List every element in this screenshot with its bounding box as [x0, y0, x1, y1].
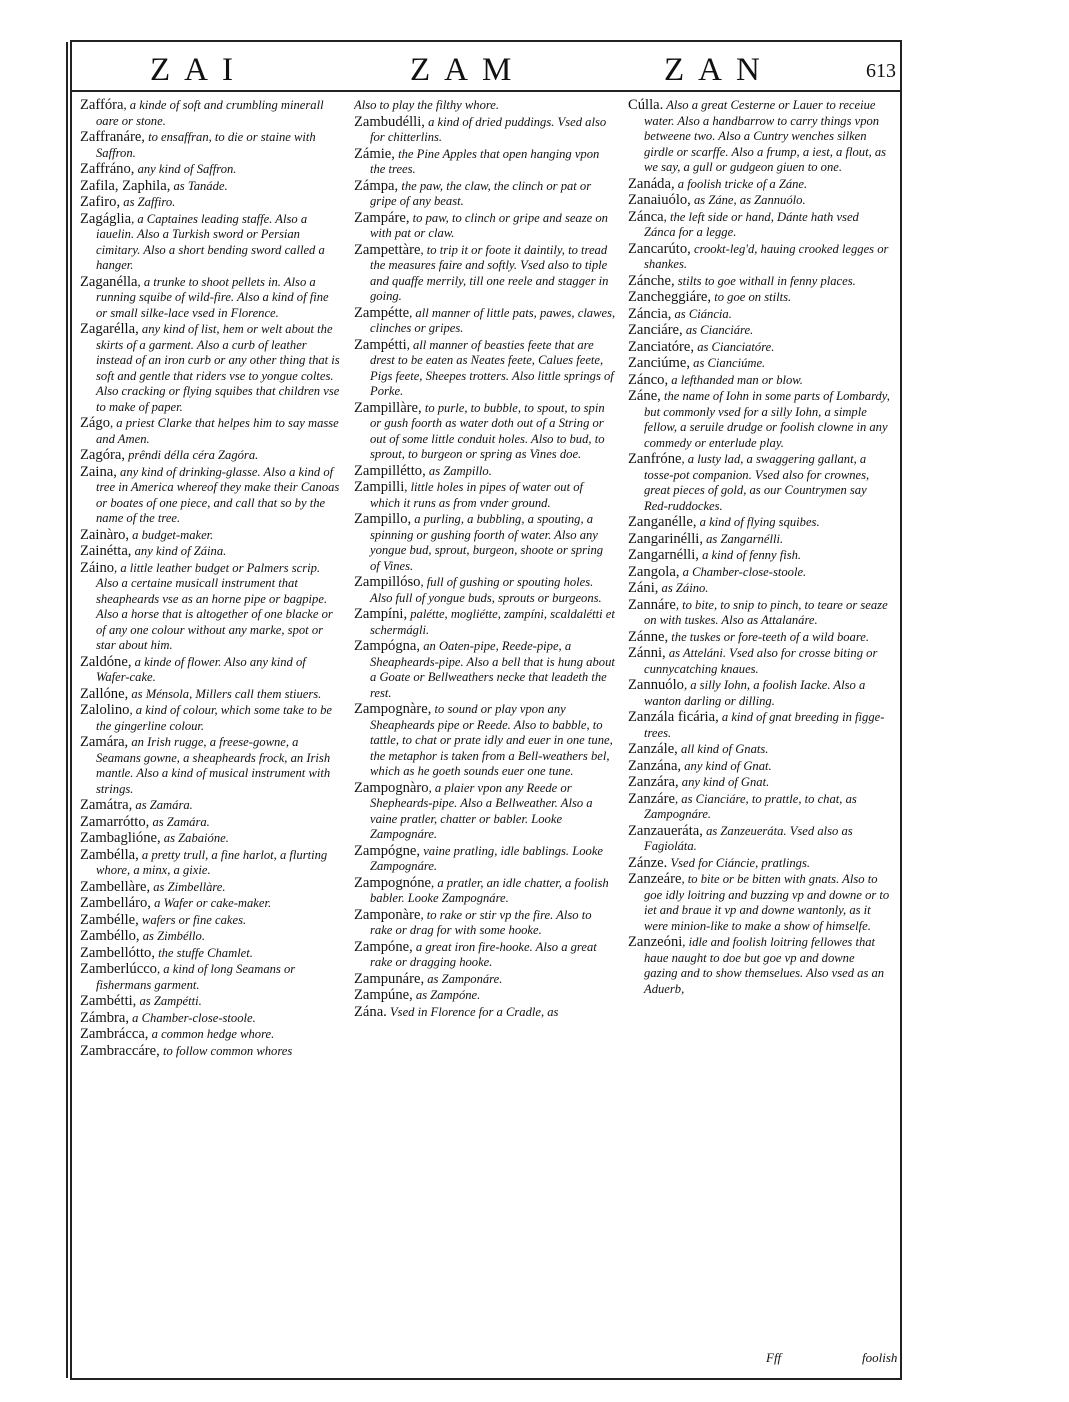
entry-gloss: as Atteláni. Vsed also for crosse biting or cunnycatching knaues. — [644, 646, 878, 676]
entry-gloss: a kind of fenny fish. — [698, 548, 802, 562]
entry-gloss: as Záne, as Zannuólo. — [690, 193, 806, 207]
entry-headword: Zanzála ficária, — [628, 709, 719, 725]
entry-headword: Zambellàre, — [80, 878, 151, 895]
entry-gloss: all kind of Gnats. — [677, 742, 769, 756]
entry-gloss: a budget-maker. — [129, 527, 214, 542]
entry-gloss: as Zampóne. — [412, 988, 481, 1002]
entry-headword: Zambrácca, — [80, 1026, 149, 1042]
entry-gloss: as Zaffiro. — [120, 195, 176, 209]
dictionary-entry — [354, 940, 616, 971]
entry-headword: Zambraccáre, — [80, 1042, 160, 1059]
dictionary-entry — [628, 856, 890, 872]
entry-headword: Zambélle, — [80, 911, 139, 928]
entry-headword: Zampognàre, — [354, 701, 432, 717]
dictionary-entry — [354, 211, 616, 242]
entry-headword: Zaganélla — [80, 273, 138, 290]
entry-gloss: as Zamponáre. — [424, 971, 503, 986]
entry-gloss: , to trip it or foote it daintily, to tread the measures faire and softly. Vsed also to tiple and quaffe merrily, till one reele and stagger in going. — [370, 242, 609, 303]
entry-gloss: , to bite, to snip to pinch, to teare or seaze on with tuskes. Also as Attalanáre. — [644, 597, 888, 627]
entry-headword: Zanciatóre, — [628, 338, 695, 355]
entry-headword: Zambaglióne, — [80, 830, 161, 846]
signature-mark: Fff — [766, 1350, 782, 1365]
entry-gloss: a common hedge whore. — [148, 1027, 275, 1041]
running-head-center: ZAM — [410, 52, 526, 88]
dictionary-entry — [80, 896, 342, 912]
entry-headword: Zambellótto, — [80, 944, 155, 961]
entry-headword: Záncia, — [628, 305, 672, 322]
dictionary-entry — [628, 710, 890, 741]
entry-gloss: as Zampillo. — [425, 463, 492, 478]
entry-gloss: a great iron fire-hooke. Also a great rake or dragging hooke. — [370, 939, 597, 969]
dictionary-entry — [80, 416, 342, 447]
entry-gloss: , a lusty lad, a swaggering gallant, a tosse-pot companion. Vsed also for crownes, great pieces of gold, as our Countrymen say Red-ruddockes. — [644, 452, 870, 513]
entry-gloss: any kind of Gnat. — [678, 775, 770, 789]
entry-headword: Zafila, Zaphila, — [80, 177, 171, 194]
dictionary-entry — [628, 177, 890, 193]
entry-headword: Zámie, — [354, 145, 395, 162]
dictionary-entry — [628, 290, 890, 306]
entry-gloss: Vsed for Ciáncie, pratlings. — [667, 855, 811, 870]
dictionary-entry — [628, 532, 890, 548]
dictionary-entry — [628, 210, 890, 241]
entry-headword: Zampillétto, — [354, 462, 426, 479]
entry-headword: Zamponàre — [354, 906, 421, 923]
entry-gloss: Vsed in Florence for a Cradle, as — [386, 1004, 559, 1019]
dictionary-entry — [80, 880, 342, 896]
dictionary-entry — [354, 639, 616, 701]
entry-gloss: an Irish rugge, a freese-gowne, a Seamans gowne, a sheapheards frock, an Irish mantle. Also a kind of musical instrument with strings. — [96, 735, 331, 796]
entry-headword: Zanciáre, — [628, 322, 683, 338]
entry-gloss: crookt-leg'd, hauing crooked legges or shankes. — [644, 241, 889, 271]
entry-gloss: a foolish tricke of a Záne. — [674, 176, 808, 191]
entry-headword: Zampógna, — [354, 638, 421, 654]
entry-headword: Zambélla, — [80, 846, 139, 863]
dictionary-entry — [354, 306, 616, 337]
entry-headword: Zamátra, — [80, 797, 133, 813]
dictionary-entry — [628, 581, 890, 597]
dictionary-entry — [354, 781, 616, 843]
entry-headword: Zanzaueráta, — [628, 822, 703, 839]
entry-headword: Zampillàre, — [354, 399, 422, 416]
entry-headword: Zanáda, — [628, 175, 675, 192]
dictionary-entry — [354, 575, 616, 606]
entry-headword: Zangarinélli, — [628, 530, 703, 547]
entry-gloss: , all manner of beasties feete that are drest to be eaten as Neates feete, Calues feete, Pigs feete, Sheepes trotters. Also little springs of Porke. — [370, 337, 614, 398]
dictionary-entry — [80, 275, 342, 322]
entry-gloss: to paw, to clinch or gripe and seaze on with pat or claw. — [370, 210, 608, 240]
dictionary-entry — [80, 735, 342, 797]
dictionary-entry — [628, 792, 890, 823]
dictionary-entry — [628, 515, 890, 531]
entry-gloss: the Pine Apples that open hanging vpon the trees. — [370, 146, 600, 176]
dictionary-entry — [628, 373, 890, 389]
entry-headword: Zanfróne — [628, 451, 682, 467]
entry-headword: Zambétti, — [80, 993, 137, 1009]
entry-headword: Zampettàre — [354, 241, 421, 258]
dictionary-entry — [628, 323, 890, 339]
entry-gloss: , as Cianciáre, to prattle, to chat, as Zampognáre. — [644, 791, 857, 821]
entry-gloss: as Záino. — [658, 581, 709, 595]
entry-gloss: as Zangarnélli. — [702, 531, 784, 546]
column-3 — [628, 98, 890, 998]
dictionary-entry — [80, 544, 342, 560]
entry-headword: Zampóne, — [354, 938, 413, 955]
entry-gloss: to follow common whores — [159, 1043, 293, 1058]
entry-gloss: , to bite or be bitten with gnats. Also to goe idly loitring and buzzing vp and downe or to iet and braue it vp and downe wantonly, as it were minion-like to make a show of himselfe. — [644, 872, 890, 933]
running-head-right: ZAN — [664, 52, 774, 88]
dictionary-entry — [80, 687, 342, 703]
dictionary-entry — [80, 528, 342, 544]
dictionary-entry — [354, 98, 616, 114]
dictionary-entry — [628, 356, 890, 372]
entry-gloss: any kind of Záina. — [131, 544, 227, 558]
entry-headword: Zámbra, — [80, 1009, 130, 1026]
entry-gloss: the stuffe Chamlet. — [154, 945, 253, 960]
entry-gloss: , a kind of long Seamans or fishermans garment. — [96, 962, 296, 992]
dictionary-entry — [628, 759, 890, 775]
entry-headword: Zanganélle, — [628, 514, 697, 530]
entry-headword: Zambelláro, — [80, 895, 151, 911]
entry-gloss: , all manner of little pats, pawes, clawes, clinches or gripes. — [370, 305, 616, 335]
dictionary-entry — [80, 465, 342, 527]
dictionary-entry — [628, 678, 890, 709]
entry-gloss: , a pratler, an idle chatter, a foolish babler. Looke Zampognáre. — [370, 875, 609, 905]
entry-gloss: , a priest Clarke that helpes him to say masse and Amen. — [96, 416, 339, 446]
entry-gloss: , to rake or stir vp the fire. Also to rake or drag for with some hooke. — [370, 907, 592, 937]
entry-headword: Zanzeóni — [628, 934, 683, 950]
dictionary-entry — [354, 908, 616, 939]
entry-gloss: a Wafer or cake-maker. — [150, 896, 272, 910]
entry-headword: Zánne, — [628, 628, 669, 645]
dictionary-entry — [628, 98, 890, 176]
entry-headword: Zagarélla, — [80, 321, 139, 337]
dictionary-entry — [354, 147, 616, 178]
entry-headword: Zamarrótto, — [80, 813, 150, 830]
entry-headword: Zampognàro — [354, 779, 429, 796]
entry-headword: Zagáglia — [80, 210, 132, 227]
dictionary-entry — [80, 929, 342, 945]
header-rule — [72, 90, 900, 92]
dictionary-entry — [628, 598, 890, 629]
column-2 — [354, 98, 616, 1021]
entry-headword: Zanciúme, — [628, 355, 690, 371]
catchword: foolish — [862, 1350, 898, 1365]
entry-headword: Zangola, — [628, 563, 680, 580]
entry-headword: Zampógne, — [354, 842, 421, 859]
dictionary-entry — [80, 130, 342, 161]
entry-headword: Zánze. — [628, 854, 668, 871]
dictionary-entry — [80, 98, 342, 129]
entry-headword: Zanaiuólo, — [628, 192, 691, 208]
dictionary-entry — [354, 988, 616, 1004]
entry-headword: Zanzána, — [628, 757, 682, 774]
dictionary-entry — [80, 1011, 342, 1027]
dictionary-entry — [80, 946, 342, 962]
page-number: 613 — [866, 60, 896, 82]
entry-headword: Cúlla. — [628, 98, 664, 113]
entry-gloss: an Oaten-pipe, Reede-pipe, a Sheapheards-pipe. Also a bell that is hung about a Goate or Bellweathers necke that leadeth the rest. — [370, 639, 615, 700]
dictionary-entry — [628, 775, 890, 791]
entry-gloss: , idle and foolish loitring fellowes that haue naught to doe but goe vp and downe gazing and to show themselues. Also vsed as an Aduerb, — [644, 935, 885, 996]
entry-gloss: the name of Iohn in some parts of Lombardy, but commonly vsed for a silly Iohn, a simple fellow, a seruile drudge or foolish clowne in any commedy or enterlude play. — [644, 389, 890, 450]
entry-gloss: a Chamber-close-stoole. — [679, 564, 807, 579]
entry-gloss: wafers or fine cakes. — [138, 912, 247, 927]
dictionary-entry — [354, 1005, 616, 1021]
entry-gloss: as Tanáde. — [170, 178, 228, 193]
dictionary-entry — [628, 824, 890, 855]
entry-headword: Zaffranáre, — [80, 129, 145, 145]
dictionary-entry — [628, 193, 890, 209]
entry-gloss: any kind of Gnat. — [681, 758, 772, 773]
dictionary-entry — [80, 798, 342, 814]
entry-headword: Zancarúto, — [628, 240, 691, 257]
entry-gloss: stilts to goe withall in fenny places. — [674, 273, 856, 288]
page — [70, 40, 902, 1380]
entry-headword: Zampúne, — [354, 987, 413, 1003]
entry-gloss: as Ciáncia. — [671, 306, 732, 321]
dictionary-entry — [628, 548, 890, 564]
entry-gloss: , a kinde of soft and crumbling minerall oare or stone. — [96, 98, 324, 128]
entry-headword: Zambudélli, — [354, 113, 425, 130]
entry-gloss: a kind of gnat breeding in figge-trees. — [644, 710, 885, 740]
dictionary-entry — [80, 212, 342, 274]
entry-gloss: Also a great Cesterne or Lauer to receiue water. Also a handbarrow to carry things vpon betweene two. Also a Cuntry wenches silken girdle or scarffe. Also a frump, a iest, a flout, as we say, a gull or gudgeon giuen to one. — [644, 98, 887, 174]
dictionary-entry — [354, 512, 616, 574]
dictionary-entry — [628, 340, 890, 356]
entry-headword: Zainétta, — [80, 543, 132, 559]
entry-headword: Zallóne, — [80, 685, 129, 702]
entry-gloss: , the left side or hand, Dánte hath vsed Zánca for a legge. — [644, 209, 859, 239]
entry-gloss: a pretty trull, a fine harlot, a flurting whore, a minx, a gixie. — [96, 847, 328, 877]
entry-headword: Zampétte — [354, 304, 410, 321]
dictionary-entry — [354, 607, 616, 638]
entry-headword: Zaldóne, — [80, 653, 132, 670]
entry-gloss: , a trunke to shoot pellets in. Also a running squibe of wild-fire. Also a kind of fine or small silke-lace vsed in Florence. — [96, 274, 329, 320]
dictionary-entry — [354, 480, 616, 511]
left-double-rule — [66, 42, 68, 1378]
page-frame — [70, 40, 902, 1380]
entry-headword: Zancheggiáre, — [628, 289, 712, 305]
entry-headword: Zambéllo, — [80, 928, 140, 944]
entry-gloss: a purling, a bubbling, a spouting, a spinning or gushing foorth of water. Also any yongue bud, sprout, burgeon, shoote or spring of Vines. — [370, 512, 604, 573]
entry-headword: Zaffóra — [80, 98, 124, 113]
dictionary-entry — [628, 307, 890, 323]
entry-headword: Záni, — [628, 580, 659, 596]
entry-headword: Zagóra, — [80, 447, 125, 463]
entry-headword: Zanzáre — [628, 790, 675, 807]
dictionary-entry — [80, 831, 342, 847]
entry-gloss: the paw, the claw, the clinch or pat or gripe of any beast. — [370, 178, 592, 208]
dictionary-entry — [80, 1027, 342, 1043]
entry-gloss: , a kind of colour, which some take to be the gingerline colour. — [96, 703, 332, 733]
entry-headword: Zampilli — [354, 479, 405, 495]
dictionary-entry — [628, 742, 890, 758]
entry-gloss: as Zanzeueráta. Vsed also as Fagioláta. — [644, 823, 853, 853]
entry-gloss: , little holes in pipes of water out of which it runs as from vnder ground. — [370, 480, 584, 510]
dictionary-entry — [80, 448, 342, 464]
column-1 — [80, 98, 342, 1060]
entry-headword: Zampillóso — [354, 574, 421, 590]
entry-gloss: as Zamára. — [149, 814, 210, 829]
entry-gloss: palétte, mogliétte, zampíni, scaldalétti et schermágli. — [370, 607, 615, 637]
entry-gloss: to ensaffran, to die or staine with Saffron. — [96, 130, 316, 160]
entry-gloss: a kind of flying squibes. — [696, 515, 820, 529]
dictionary-entry — [80, 815, 342, 831]
dictionary-entry — [80, 195, 342, 211]
entry-headword: Zafiro, — [80, 194, 121, 210]
dictionary-entry — [80, 655, 342, 686]
dictionary-entry — [80, 1044, 342, 1060]
entry-gloss: as Cianciatóre. — [694, 339, 775, 354]
entry-gloss: , a plaier vpon any Reede or Shepheards-pipe. Also a Bellweather. Also a vaine pratler, chatter or babler. Looke Zampognáre. — [370, 780, 593, 841]
dictionary-entry — [80, 179, 342, 195]
entry-gloss: vaine pratling, idle bablings. Looke Zampognáre. — [370, 843, 604, 873]
dictionary-entry — [628, 872, 890, 934]
entry-headword: Záino — [80, 559, 115, 576]
dictionary-entry — [354, 464, 616, 480]
entry-headword: Zampíni, — [354, 606, 408, 622]
entry-headword: Zána. — [354, 1003, 387, 1020]
entry-gloss: , a little leather budget or Palmers scrip. Also a certaine musicall instrument that sheapheards vse as an horne pipe or bagpipe. Also a horse that is altogether of one blacke or of any one colour without any marke, spot or star about him. — [96, 560, 333, 652]
entry-headword: Zainàro, — [80, 526, 130, 543]
entry-headword: Zamberlúcco — [80, 961, 157, 977]
dictionary-entry — [80, 962, 342, 993]
entry-gloss: to purle, to bubble, to spout, to spin or gush foorth as water doth out of a String or out of some little conduit holes. Also to bud, to sprout, to burgeon or spring as Vines doe. — [370, 400, 605, 461]
dictionary-entry — [354, 243, 616, 305]
entry-gloss: as Zamára. — [132, 798, 193, 812]
entry-headword: Zanzeáre — [628, 871, 682, 887]
entry-gloss: to sound or play vpon any Sheapheards pipe or Reede. Also to babble, to tattle, to chat or prate idly and euer in one tune, the metaphor is taken from a Bell-weathers bel, which as he goeth sounds euer one tune. — [370, 702, 613, 778]
dictionary-entry — [80, 162, 342, 178]
dictionary-entry — [628, 242, 890, 273]
dictionary-entry — [628, 274, 890, 290]
entry-gloss: as Zampétti. — [136, 994, 202, 1008]
dictionary-entry — [354, 179, 616, 210]
entry-headword: Zampáre, — [354, 209, 410, 226]
entry-headword: Zámpa, — [354, 177, 399, 194]
dictionary-entry — [628, 389, 890, 451]
dictionary-entry — [354, 401, 616, 463]
entry-headword: Zánca — [628, 208, 664, 225]
entry-headword: Zannáre — [628, 596, 676, 613]
dictionary-entry — [354, 844, 616, 875]
entry-gloss: Also to play the filthy whore. — [354, 98, 500, 112]
entry-headword: Zannuólo — [628, 677, 684, 693]
dictionary-entry — [80, 848, 342, 879]
entry-headword: Zánco, — [628, 371, 669, 388]
dictionary-entry — [354, 876, 616, 907]
entry-gloss: a Chamber-close-stoole. — [129, 1010, 256, 1025]
entry-gloss: to goe on stilts. — [711, 290, 792, 304]
entry-headword: Zaina, — [80, 463, 117, 480]
dictionary-entry — [80, 994, 342, 1010]
entry-gloss: a lefthanded man or blow. — [668, 372, 803, 387]
dictionary-entry — [80, 322, 342, 415]
entry-gloss: the tuskes or fore-teeth of a wild boare. — [668, 629, 870, 644]
dictionary-entry — [80, 703, 342, 734]
entry-gloss: , full of gushing or spouting holes. Also full of yongue buds, sprouts or burgeons. — [370, 575, 602, 605]
entry-gloss: , a silly Iohn, a foolish Iacke. Also a wanton darling or dilling. — [644, 678, 866, 708]
entry-gloss: , a Captaines leading staffe. Also a iauelin. Also a Turkish sword or Persian cimitary. Also a short bending sword called a hanger. — [96, 211, 325, 272]
running-head-left: ZAI — [150, 52, 247, 88]
entry-gloss: prêndi délla céra Zagóra. — [124, 448, 259, 462]
entry-headword: Zamára, — [80, 734, 129, 750]
dictionary-entry — [628, 452, 890, 514]
entry-headword: Zaffráno, — [80, 161, 135, 177]
entry-gloss: any kind of drinking-glasse. Also a kind of tree in America whereof they make their Canoas or boates of one piece, and call that so by the name of the tree. — [96, 464, 340, 525]
entry-headword: Zanzára, — [628, 774, 679, 790]
dictionary-entry — [628, 646, 890, 677]
entry-gloss: a kinde of flower. Also any kind of Wafer-cake. — [96, 654, 306, 684]
dictionary-entry — [80, 913, 342, 929]
entry-headword: Zampunáre, — [354, 970, 425, 987]
entry-headword: Zalolino — [80, 702, 130, 718]
entry-headword: Zanzále, — [628, 741, 678, 757]
entry-gloss: as Cianciáre. — [682, 323, 754, 337]
dictionary-entry — [628, 565, 890, 581]
entry-gloss: as Zabaióne. — [160, 831, 229, 845]
entry-gloss: any kind of list, hem or welt about the skirts of a garment. Also a curb of leather instead of an iron curb or any other thing that is soft and gentle that riders vse to yongue coltes. Also cracking or flying squibes that children vse to make of paper. — [96, 322, 340, 414]
dictionary-entry — [628, 630, 890, 646]
entry-gloss: as Zimbéllo. — [139, 929, 206, 943]
dictionary-entry — [354, 972, 616, 988]
entry-gloss: as Zimbellàre. — [150, 879, 226, 894]
dictionary-entry — [354, 702, 616, 780]
entry-headword: Zánche, — [628, 272, 675, 289]
entry-headword: Zágo — [80, 415, 110, 431]
entry-headword: Záne, — [628, 388, 661, 404]
entry-headword: Zangarnélli, — [628, 547, 699, 563]
dictionary-entry — [354, 115, 616, 146]
entry-headword: Zánni, — [628, 645, 666, 661]
entry-headword: Zampétti — [354, 336, 407, 353]
dictionary-entry — [628, 935, 890, 997]
entry-gloss: as Cianciúme. — [690, 356, 766, 370]
dictionary-entry — [80, 561, 342, 654]
entry-gloss: any kind of Saffron. — [134, 162, 237, 176]
entry-headword: Zampillo, — [354, 511, 412, 527]
entry-headword: Zampognóne — [354, 874, 432, 891]
entry-gloss: a kind of dried puddings. Vsed also for chitterlins. — [370, 114, 607, 144]
dictionary-entry — [354, 338, 616, 400]
entry-gloss: as Ménsola, Millers call them stiuers. — [128, 686, 322, 701]
